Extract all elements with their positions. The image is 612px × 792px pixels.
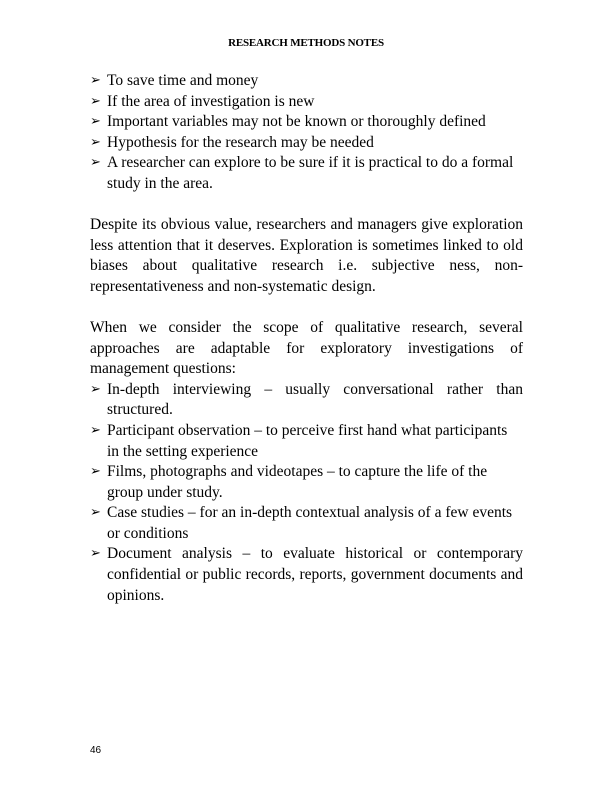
list-item xyxy=(90,112,523,133)
list-item xyxy=(90,421,523,462)
page-body xyxy=(90,71,523,606)
list-item-text: Participant observation – to perceive first hand what participants in the setting experience xyxy=(107,421,508,460)
arrow-bullet-icon: ➢ xyxy=(90,93,101,109)
arrow-bullet-icon: ➢ xyxy=(90,422,101,438)
list-item-text: Hypothesis for the research may be needed xyxy=(107,133,374,151)
arrow-bullet-icon: ➢ xyxy=(90,464,101,480)
list-item xyxy=(90,71,523,92)
arrow-bullet-icon: ➢ xyxy=(90,73,101,88)
list-item xyxy=(90,503,523,544)
list-item xyxy=(90,544,523,606)
page-number: 46 xyxy=(90,745,102,756)
arrow-bullet-icon: ➢ xyxy=(90,114,101,130)
list-item xyxy=(90,462,523,503)
spacer xyxy=(90,195,523,216)
list-item-text: A researcher can explore to be sure if it is practical to do a formal study in the area. xyxy=(107,154,514,192)
list-item-text: Important variables may not be known or thoroughly defined xyxy=(107,113,486,131)
spacer xyxy=(90,297,523,318)
list-item xyxy=(90,92,523,113)
running-header: RESEARCH METHODS NOTES xyxy=(228,37,384,49)
arrow-bullet-icon: ➢ xyxy=(90,155,101,171)
reasons-list xyxy=(90,71,523,195)
arrow-bullet-icon: ➢ xyxy=(90,505,101,521)
list-item-text: Films, photographs and videotapes – to capture the life of the group under study. xyxy=(107,463,488,501)
list-item-text: Case studies – for an in-depth contextual analysis of a few events or conditions xyxy=(107,504,513,542)
paragraph-exploration: Despite its obvious value, researchers and managers give exploration less attention that it deserves. Exploration is sometimes linked to old biases about qualitative research i.e. subjective ness, non-representativeness and non-systematic design. xyxy=(90,216,523,295)
list-item-text: Document analysis – to evaluate historical or contemporary confidential or public records, reports, government documents and opinions. xyxy=(107,545,523,604)
approaches-list xyxy=(90,380,523,607)
list-item-text: If the area of investigation is new xyxy=(107,92,315,110)
paragraph-qualitative-scope: When we consider the scope of qualitative research, several approaches are adaptable for exploratory investigations of management questions: xyxy=(90,318,523,378)
list-item xyxy=(90,380,523,421)
list-item xyxy=(90,153,523,194)
arrow-bullet-icon: ➢ xyxy=(90,381,101,397)
list-item xyxy=(90,133,523,154)
arrow-bullet-icon: ➢ xyxy=(90,546,101,562)
list-item-text: In-depth interviewing – usually conversational rather than structured. xyxy=(107,380,523,419)
arrow-bullet-icon: ➢ xyxy=(90,134,101,150)
list-item-text: To save time and money xyxy=(107,72,259,89)
